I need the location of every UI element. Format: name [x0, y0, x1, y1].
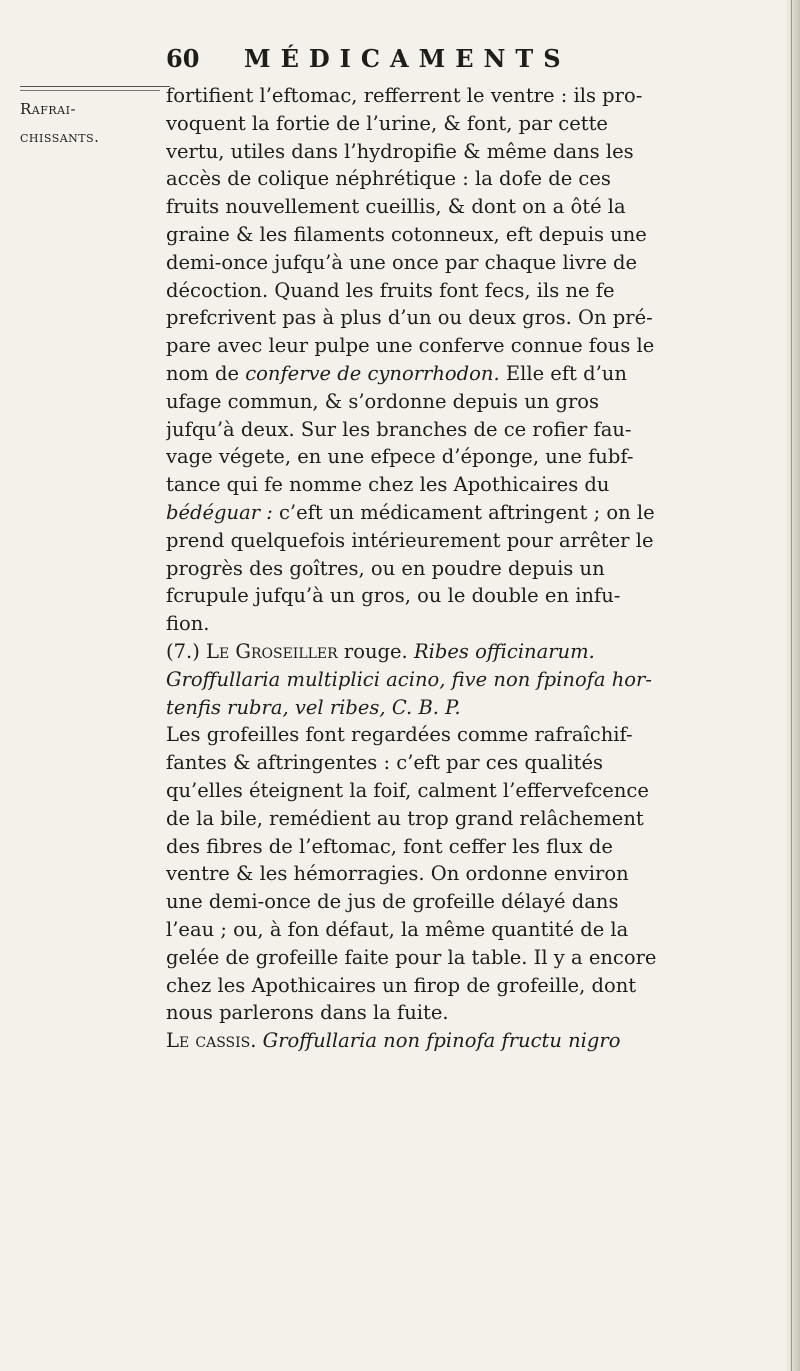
text-line: fion.: [166, 612, 210, 636]
latin-synonym-line: tenfis rubra, vel ribes, C. B. P.: [166, 695, 461, 719]
section-heading: [166, 1027, 766, 1055]
text-line: fcrupule jufqu’à un gros, ou le double en infu-: [166, 584, 621, 608]
italic-term: bédéguar :: [166, 500, 273, 524]
text-line: accès de colique néphrétique : la dofe de ces: [166, 167, 611, 191]
text-line: vertu, utiles dans l’hydropifie & même dans les: [166, 139, 634, 163]
text-span: Elle eft d’un: [499, 361, 627, 385]
text-span: rouge.: [337, 639, 414, 663]
running-title: MÉDICAMENTS: [244, 44, 571, 73]
text-line: nous parlerons dans la fuite.: [166, 1001, 449, 1025]
text-line: ventre & les hémorragies. On ordonne environ: [166, 862, 629, 886]
margin-note-line: Rafrai-: [20, 100, 77, 118]
italic-term: conferve de cynorrhodon.: [245, 361, 500, 385]
text-line: gelée de grofeille faite pour la table. Il y a encore: [166, 945, 657, 969]
text-line: pare avec leur pulpe une conferve connue fous le: [166, 334, 655, 358]
text-line: ufage commun, & s’ordonne depuis un gros: [166, 389, 600, 413]
text-span: nom de: [166, 361, 246, 385]
margin-note: [20, 98, 150, 154]
text-line: [166, 360, 766, 388]
text-span: c’eft un médicament aftringent ; on le: [272, 500, 655, 524]
text-line: qu’elles éteignent la foif, calment l’effervefcence: [166, 778, 649, 802]
text-line: des fibres de l’eftomac, font ceffer les flux de: [166, 834, 613, 858]
latin-name: Groffullaria non fpinofa fructu nigro: [262, 1029, 621, 1053]
text-line: graine & les filaments cotonneux, eft depuis une: [166, 222, 647, 246]
text-line: une demi-once de jus de grofeille délayé dans: [166, 890, 619, 914]
text-line: fortifient l’eftomac, refferrent le ventre : ils pro-: [166, 84, 643, 107]
margin-rule-secondary: [20, 90, 160, 91]
latin-synonym-line: Groffullaria multiplici acino, five non fpinofa hor-: [166, 667, 652, 691]
text-line: décoction. Quand les fruits font fecs, ils ne fe: [166, 278, 615, 302]
latin-name: Ribes officinarum.: [413, 639, 595, 663]
text-line: fruits nouvellement cueillis, & dont on a ôté la: [166, 195, 626, 219]
text-line: jufqu’à deux. Sur les branches de ce rofier fau-: [166, 417, 632, 441]
text-line: prend quelquefois intérieurement pour arrêter le: [166, 528, 654, 552]
text-line: l’eau ; ou, à fon défaut, la même quantité de la: [166, 917, 629, 941]
text-line: progrès des goîtres, ou en poudre depuis un: [166, 556, 605, 580]
body-text: [166, 82, 766, 1055]
page-edge-line: [791, 0, 792, 1371]
text-line: chez les Apothicaires un firop de grofeille, dont: [166, 973, 637, 997]
text-line: Les grofeilles font regardées comme rafraîchif-: [166, 723, 633, 747]
margin-note-line: chissants.: [20, 127, 100, 146]
text-line: prefcrivent pas à plus d’un ou deux gros. On pré-: [166, 306, 653, 330]
text-line: de la bile, remédient au trop grand relâchement: [166, 806, 644, 830]
text-line: fantes & aftringentes : c’eft par ces qualités: [166, 751, 603, 775]
text-line: demi-once jufqu’à une once par chaque livre de: [166, 250, 638, 274]
text-line: voquent la fortie de l’urine, & font, par cette: [166, 111, 608, 135]
text-line: [166, 499, 766, 527]
text-line: tance qui fe nomme chez les Apothicaires du: [166, 473, 610, 497]
margin-rule: [20, 86, 170, 87]
page-number: 60: [166, 44, 200, 73]
plant-name: Le cassis.: [166, 1029, 257, 1053]
text-line: vage végete, en une efpece d’éponge, une fubf-: [166, 445, 634, 469]
section-number: (7.): [166, 639, 207, 663]
section-heading: [166, 638, 766, 666]
page-edge: [786, 0, 800, 1371]
page-header: [166, 44, 766, 78]
plant-name: Le Groseiller: [206, 639, 338, 663]
